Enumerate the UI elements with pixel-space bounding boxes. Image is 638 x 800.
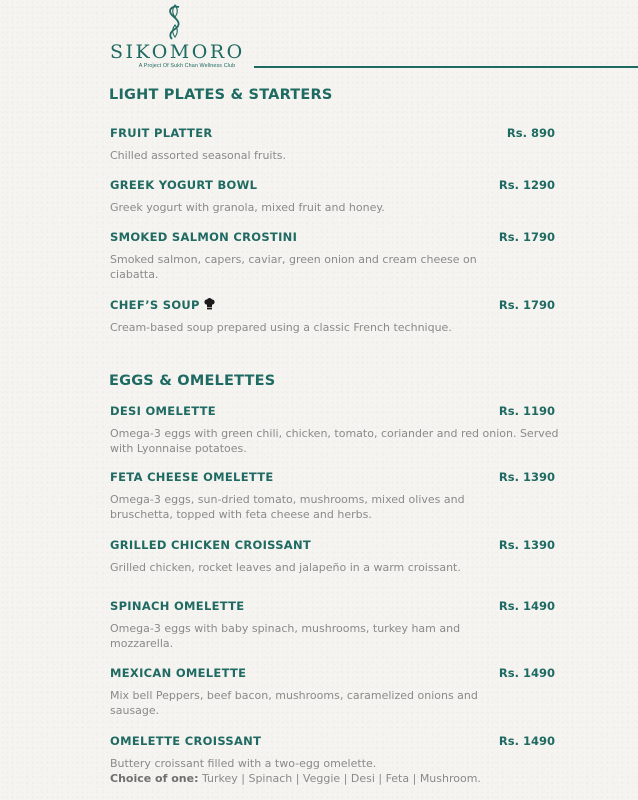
menu-item-description: Mix bell Peppers, beef bacon, mushrooms, caramelized onions and sausage. [110,689,478,717]
menu-item-name: DESI OMELETTE [110,404,216,418]
menu-item-name: SMOKED SALMON CROSTINI [110,230,298,244]
menu-item-name: OMELETTE CROISSANT [110,734,262,748]
menu-item-price: Rs. 890 [506,126,555,140]
menu-item-description: Smoked salmon, capers, caviar, green onion and cream cheese on ciabatta. [110,253,477,281]
menu-item-price: Rs. 1490 [498,734,555,748]
menu-item-name: MEXICAN OMELETTE [110,666,247,680]
menu-item-description-text: Buttery croissant filled with a two-egg omelette. [110,757,377,770]
section-title-eggs-omelettes: EGGS & OMELETTES [109,373,276,389]
menu-item-price: Rs. 1790 [498,298,555,312]
menu-item-description [110,756,560,786]
menu-item-name: FETA CHEESE OMELETTE [110,470,274,484]
menu-item-price: Rs. 1390 [498,538,555,552]
menu-item-name: FRUIT PLATTER [110,126,213,140]
menu-item-price: Rs. 1390 [498,470,555,484]
menu-item-price: Rs. 1490 [498,666,555,680]
brand-logo [108,3,258,73]
menu-item-description: Grilled chicken, rocket leaves and jalapeño in a warm croissant. [110,561,461,574]
menu-item-choice [110,771,560,786]
menu-item-price: Rs. 1790 [498,230,555,244]
menu-item-description: Chilled assorted seasonal fruits. [110,149,287,162]
brand-tagline: A Project Of Sukh Chan Wellness Club [138,63,236,69]
section-title-light-plates: LIGHT PLATES & STARTERS [109,87,333,103]
sikomoro-leaf-monogram-icon [163,3,187,41]
chef-hat-icon [204,298,215,310]
menu-item-description: Omega-3 eggs, sun-dried tomato, mushrooms, mixed olives and bruschetta, topped with feta cheese and herbs. [110,493,465,521]
menu-item-price: Rs. 1190 [498,404,555,418]
choice-label: Choice of one: [110,772,199,785]
menu-item-name: CHEF’S SOUP [110,298,200,312]
menu-item-description: Omega-3 eggs with baby spinach, mushrooms, turkey ham and mozzarella. [110,622,461,650]
menu-item-description: Omega-3 eggs with green chili, chicken, tomato, coriander and red onion. Served with Lyonnaise potatoes. [110,427,559,455]
menu-item-chefs-soup [110,298,215,312]
menu-item-name: GRILLED CHICKEN CROISSANT [110,538,312,552]
menu-item-description: Cream-based soup prepared using a classic French technique. [110,321,452,334]
menu-item-name: GREEK YOGURT BOWL [110,178,258,192]
menu-item-name: SPINACH OMELETTE [110,599,245,613]
brand-name: SIKOMORO [110,41,245,63]
menu-item-price: Rs. 1490 [498,599,555,613]
header-divider [254,66,638,68]
menu-item-description: Greek yogurt with granola, mixed fruit and honey. [110,201,385,214]
menu-item-price: Rs. 1290 [498,178,555,192]
choice-options: Turkey | Spinach | Veggie | Desi | Feta | Mushroom. [201,772,481,785]
